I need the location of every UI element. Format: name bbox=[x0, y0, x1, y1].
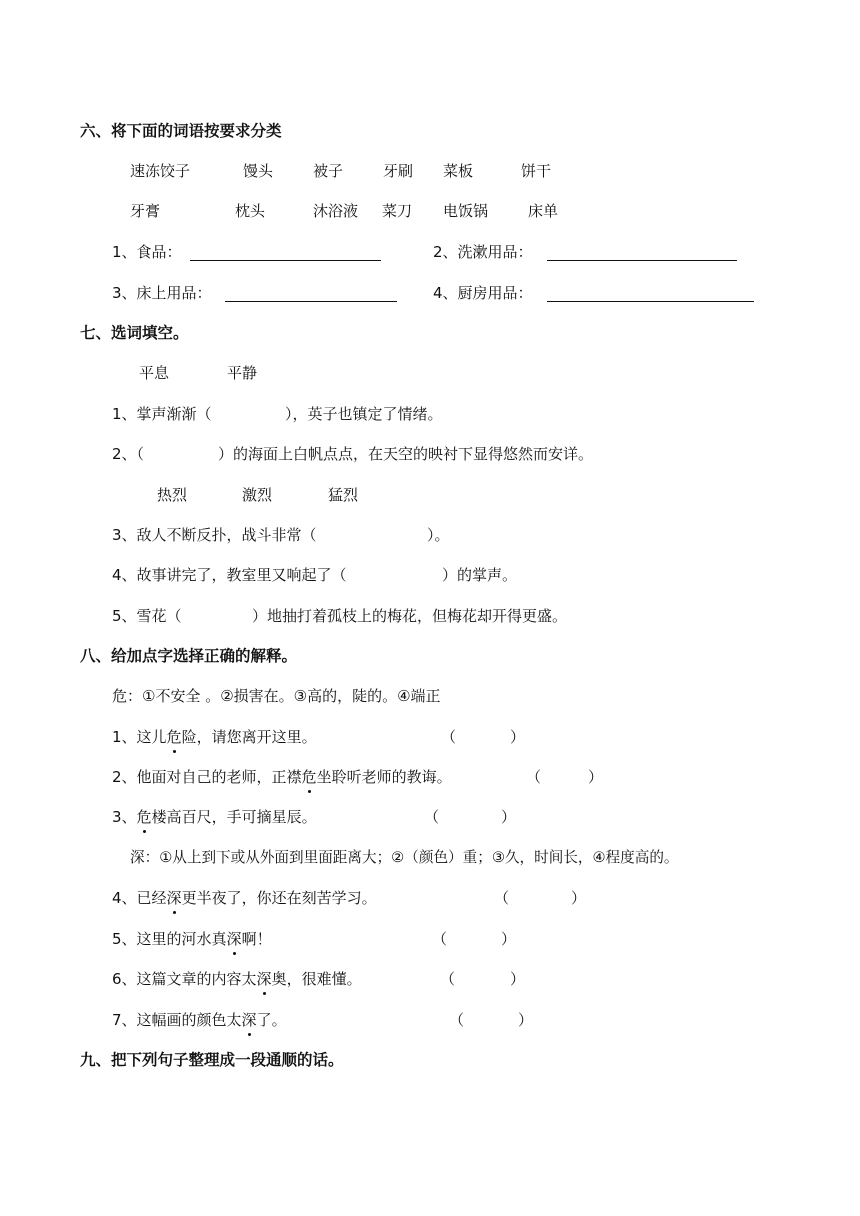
answer-blank-kitchen[interactable] bbox=[547, 301, 754, 302]
answer-paren-close: ） bbox=[510, 970, 526, 988]
fill-question-4-end: ）的掌声。 bbox=[442, 566, 518, 584]
answer-paren-close: ） bbox=[501, 930, 517, 948]
explain-question-3: 3、危楼高百尺，手可摘星辰。 bbox=[112, 808, 317, 826]
fill-question-4-start: 4、故事讲完了，教室里又响起了（ bbox=[112, 566, 347, 584]
fill-question-5-end: ）地抽打着孤枝上的梅花，但梅花却开得更盛。 bbox=[252, 607, 568, 625]
answer-paren-close: ） bbox=[518, 1011, 534, 1029]
question-bedding: 3、床上用品： bbox=[112, 284, 212, 302]
fill-question-2-start: 2、（ bbox=[112, 445, 145, 463]
question-food: 1、食品： bbox=[112, 243, 182, 261]
word-item: 菜刀 bbox=[382, 202, 413, 220]
explain-question-4: 4、已经深更半夜了，你还在刻苦学习。 bbox=[112, 889, 377, 907]
dotted-char: 深 bbox=[256, 970, 272, 988]
fill-question-3-start: 3、敌人不断反扑，战斗非常（ bbox=[112, 526, 317, 544]
explain-question-6: 6、这篇文章的内容太深奥，很难懂。 bbox=[112, 970, 362, 988]
choice-word: 热烈 bbox=[157, 486, 188, 504]
answer-paren-close: ） bbox=[510, 728, 526, 746]
answer-blank-food[interactable] bbox=[190, 260, 381, 261]
answer-paren-open: （ bbox=[440, 970, 456, 988]
word-item: 速冻饺子 bbox=[130, 162, 191, 180]
explain-question-2: 2、他面对自己的老师，正襟危坐聆听老师的教诲。 bbox=[112, 768, 452, 786]
fill-question-3-end: ）。 bbox=[427, 526, 450, 544]
fill-question-2-end: ）的海面上白帆点点，在天空的映衬下显得悠然而安详。 bbox=[218, 445, 594, 463]
section-7-title: 七、选词填空。 bbox=[80, 324, 189, 342]
answer-paren-open: （ bbox=[449, 1011, 465, 1029]
word-item: 牙刷 bbox=[383, 162, 414, 180]
fill-question-1-end: ），英子也镇定了情绪。 bbox=[285, 405, 443, 423]
answer-paren-open: （ bbox=[526, 768, 542, 786]
dotted-char: 深 bbox=[166, 889, 182, 907]
choice-word: 猛烈 bbox=[328, 486, 359, 504]
fill-question-1-start: 1、掌声渐渐（ bbox=[112, 405, 212, 423]
dotted-char: 危 bbox=[166, 728, 182, 746]
word-item: 菜板 bbox=[443, 162, 474, 180]
question-kitchen: 4、厨房用品： bbox=[433, 284, 533, 302]
answer-paren-close: ） bbox=[501, 808, 517, 826]
explain-question-1: 1、这儿危险，请您离开这里。 bbox=[112, 728, 317, 746]
word-item: 枕头 bbox=[235, 202, 266, 220]
explain-question-5: 5、这里的河水真深啊！ bbox=[112, 930, 272, 948]
word-item: 饼干 bbox=[521, 162, 552, 180]
explain-question-7: 7、这幅画的颜色太深了。 bbox=[112, 1011, 287, 1029]
answer-paren-open: （ bbox=[494, 889, 510, 907]
definition-wei: 危：①不安全 。②损害在。③高的，陡的。④端正 bbox=[112, 687, 441, 705]
question-toiletries: 2、洗漱用品： bbox=[433, 243, 533, 261]
answer-paren-close: ） bbox=[571, 889, 587, 907]
section-6-title: 六、将下面的词语按要求分类 bbox=[80, 122, 282, 140]
answer-blank-toiletries[interactable] bbox=[547, 260, 737, 261]
word-item: 牙膏 bbox=[130, 202, 161, 220]
dotted-char: 危 bbox=[301, 768, 317, 786]
word-item: 电饭锅 bbox=[443, 202, 489, 220]
word-item: 床单 bbox=[528, 202, 559, 220]
answer-paren-open: （ bbox=[424, 808, 440, 826]
word-item: 沐浴液 bbox=[313, 202, 359, 220]
dotted-char: 深 bbox=[241, 1011, 257, 1029]
word-item: 被子 bbox=[313, 162, 344, 180]
word-item: 馒头 bbox=[243, 162, 274, 180]
definition-shen: 深：①从上到下或从外面到里面距离大；②（颜色）重；③久，时间长，④程度高的。 bbox=[130, 849, 679, 866]
dotted-char: 深 bbox=[226, 930, 242, 948]
answer-paren-open: （ bbox=[432, 930, 448, 948]
choice-word: 平息 bbox=[139, 364, 170, 382]
choice-word: 平静 bbox=[227, 364, 258, 382]
dotted-char: 危 bbox=[136, 808, 152, 826]
answer-paren-open: （ bbox=[441, 728, 457, 746]
section-8-title: 八、给加点字选择正确的解释。 bbox=[80, 647, 298, 665]
answer-paren-close: ） bbox=[588, 768, 604, 786]
section-9-title: 九、把下列句子整理成一段通顺的话。 bbox=[80, 1051, 344, 1069]
fill-question-5-start: 5、雪花（ bbox=[112, 607, 182, 625]
choice-word: 激烈 bbox=[242, 486, 273, 504]
answer-blank-bedding[interactable] bbox=[225, 301, 397, 302]
